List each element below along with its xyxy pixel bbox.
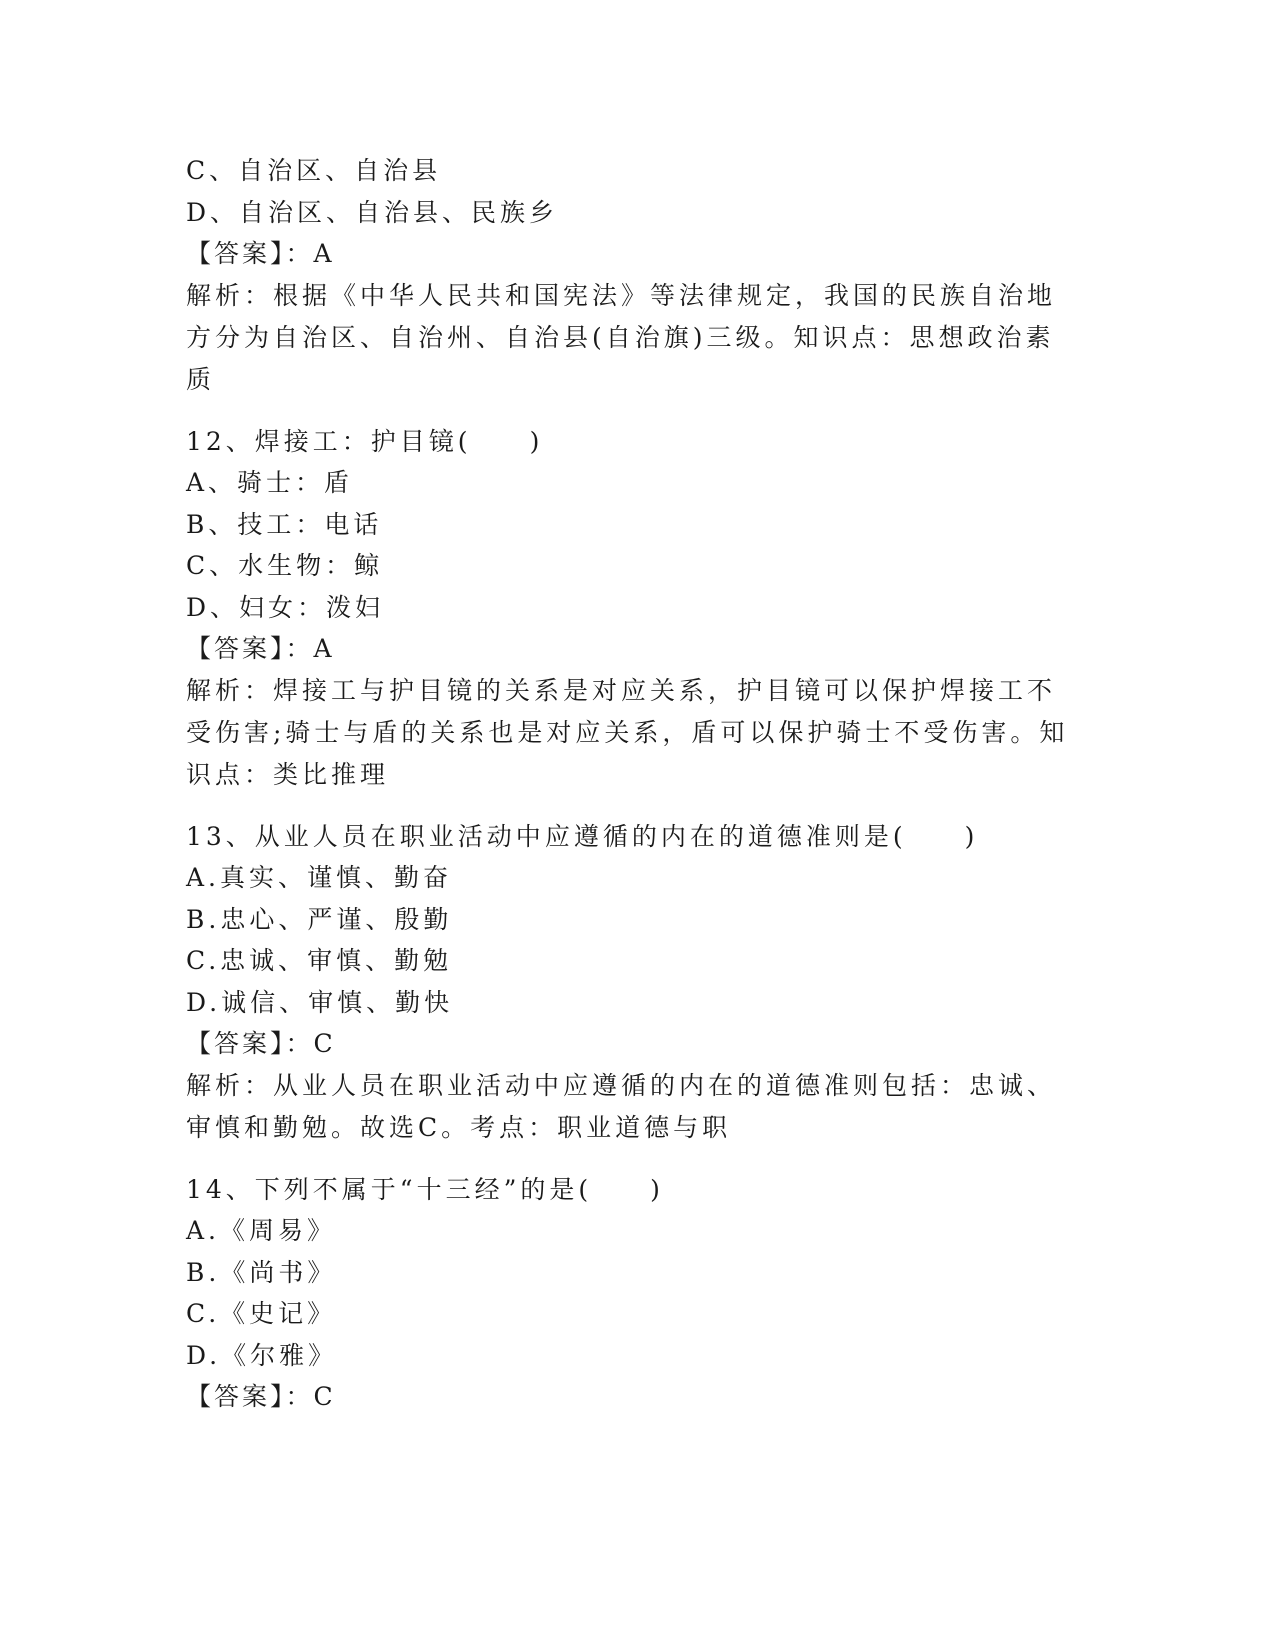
option-d: D.《尔雅》 (186, 1340, 338, 1370)
answer-line: 【答案】：C (186, 1382, 336, 1411)
option-a: A.《周易》 (186, 1216, 337, 1245)
analysis-line: 识点：类比推理 (186, 759, 390, 789)
analysis-paragraph (186, 275, 1086, 401)
question-text: 14、下列不属于“十三经”的是( ) (186, 1174, 664, 1204)
analysis-line: 解析：焊接工与护目镜的关系是对应关系，护目镜可以保护焊接工不 (186, 675, 1057, 705)
document-page (186, 150, 1086, 1418)
answer-line: 【答案】：A (186, 239, 335, 268)
analysis-line: 方分为自治区、自治州、自治县(自治旗)三级。知识点：思想政治素 (186, 322, 1055, 352)
option-b: B.《尚书》 (186, 1257, 337, 1287)
analysis-paragraph (186, 1065, 1086, 1149)
question-14-block (186, 1169, 1086, 1418)
question-13-block (186, 816, 1086, 1149)
answer-line: 【答案】：C (186, 1029, 336, 1058)
analysis-paragraph (186, 670, 1086, 796)
option-b: B.忠心、严谨、殷勤 (186, 904, 453, 934)
option-c: C.忠诚、审慎、勤勉 (186, 946, 453, 975)
answer-line: 【答案】：A (186, 634, 335, 663)
question-12-block (186, 421, 1086, 796)
analysis-line: 受伤害;骑士与盾的关系也是对应关系，盾可以保护骑士不受伤害。知 (186, 717, 1069, 747)
question-text: 13、从业人员在职业活动中应遵循的内在的道德准则是( ) (186, 821, 979, 851)
option-c: C、自治区、自治县 (186, 156, 442, 185)
option-d: D.诚信、审慎、勤快 (186, 987, 454, 1017)
question-11-block (186, 150, 1086, 401)
analysis-line: 解析：从业人员在职业活动中应遵循的内在的道德准则包括：忠诚、 (186, 1070, 1057, 1100)
option-c: C、水生物：鲸 (186, 551, 384, 580)
option-c: C.《史记》 (186, 1299, 337, 1328)
analysis-line: 解析：根据《中华人民共和国宪法》等法律规定，我国的民族自治地 (186, 280, 1057, 310)
option-a: A、骑士：盾 (186, 468, 354, 497)
option-a: A.真实、谨慎、勤奋 (186, 863, 453, 892)
question-text: 12、焊接工：护目镜( ) (186, 426, 544, 456)
analysis-line: 质 (186, 364, 216, 394)
option-d: D、自治区、自治县、民族乡 (186, 197, 559, 227)
option-d: D、妇女：泼妇 (186, 592, 385, 622)
option-b: B、技工：电话 (186, 509, 383, 539)
analysis-line: 审慎和勤勉。故选C。考点：职业道德与职 (186, 1112, 732, 1142)
